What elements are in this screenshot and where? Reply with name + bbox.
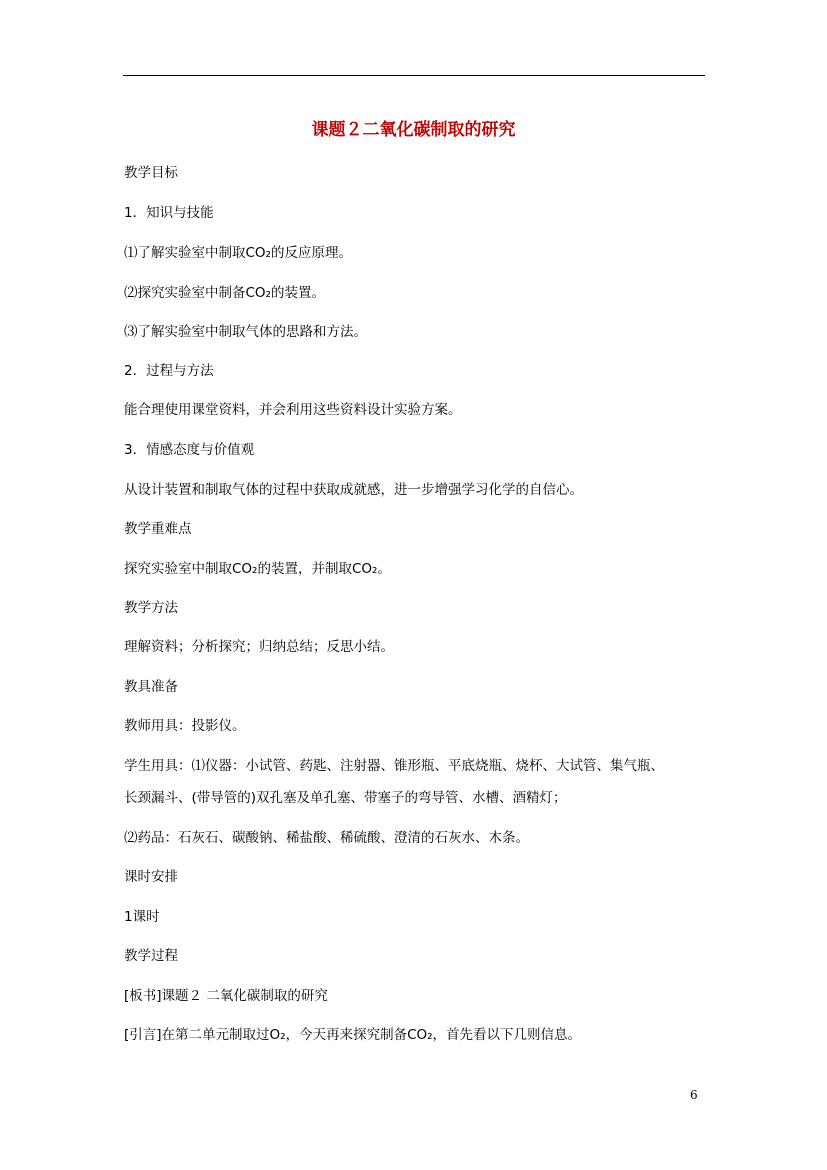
paragraph: 1课时 bbox=[124, 909, 160, 925]
subheading-attitude-values: 3．情感态度与价值观 bbox=[124, 442, 255, 458]
header-rule bbox=[123, 75, 705, 76]
heading-teaching-process: 教学过程 bbox=[124, 948, 178, 964]
heading-teaching-aids: 教具准备 bbox=[124, 679, 178, 695]
heading-schedule: 课时安排 bbox=[124, 869, 178, 885]
paragraph: 从设计装置和制取气体的过程中获取成就感，进一步增强学习化学的自信心。 bbox=[124, 482, 583, 498]
heading-teaching-methods: 教学方法 bbox=[124, 600, 178, 616]
paragraph: 能合理使用课堂资料，并会利用这些资料设计实验方案。 bbox=[124, 402, 462, 418]
goal-item: ⑴了解实验室中制取CO₂的反应原理。 bbox=[124, 245, 352, 261]
paragraph: 长颈漏斗、(带导管的)双孔塞及单孔塞、带塞子的弯导管、水槽、酒精灯； bbox=[124, 790, 567, 806]
paragraph: [引言]在第二单元制取过O₂，今天再来探究制备CO₂，首先看以下几则信息。 bbox=[124, 1027, 582, 1043]
subheading-process-method: 2．过程与方法 bbox=[124, 363, 214, 379]
heading-key-difficulties: 教学重难点 bbox=[124, 521, 192, 537]
document-title: 课题２二氧化碳制取的研究 bbox=[311, 120, 516, 140]
goal-item: ⑶了解实验室中制取气体的思路和方法。 bbox=[124, 324, 367, 340]
paragraph: ⑵药品：石灰石、碳酸钠、稀盐酸、稀硫酸、澄清的石灰水、木条。 bbox=[124, 830, 529, 846]
paragraph: 理解资料；分析探究；归纳总结；反思小结。 bbox=[124, 639, 394, 655]
subheading-knowledge-skills: 1．知识与技能 bbox=[124, 205, 214, 221]
paragraph: 学生用具：⑴仪器：小试管、药匙、注射器、锥形瓶、平底烧瓶、烧杯、大试管、集气瓶、 bbox=[124, 758, 664, 774]
goal-item: ⑵探究实验室中制备CO₂的装置。 bbox=[124, 285, 325, 301]
paragraph: 教师用具：投影仪。 bbox=[124, 718, 246, 734]
page-number: 6 bbox=[690, 1088, 698, 1102]
heading-teaching-goals: 教学目标 bbox=[124, 165, 178, 181]
paragraph: 探究实验室中制取CO₂的装置，并制取CO₂。 bbox=[124, 561, 391, 577]
paragraph: [板书]课题２ 二氧化碳制取的研究 bbox=[124, 988, 328, 1004]
